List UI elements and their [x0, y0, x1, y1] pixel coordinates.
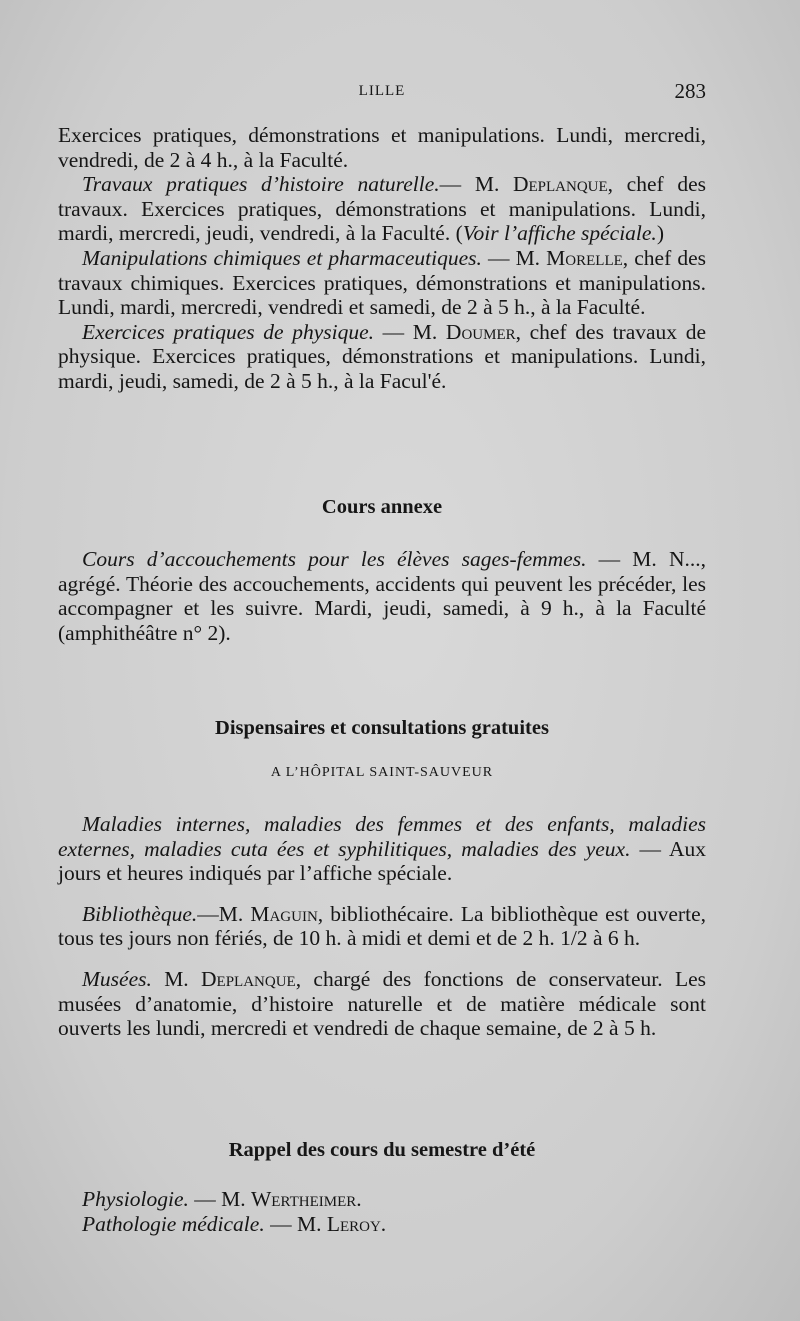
paragraph-museums: Musées. M. Deplanque, chargé des fonctions de conservateur. Les musées d’anatomie, d’histoire naturelle et de matière médicale sont ouverts les lundi, mercredi et vendredi de chaque semaine, de 2 à 5 h.: [58, 966, 706, 1041]
professor-name: Doumer: [445, 319, 516, 344]
section-title: Musées.: [82, 966, 152, 991]
professor-name: Deplanque: [512, 172, 608, 197]
summer-courses-block: [58, 1187, 706, 1236]
course-title: Cours d’accouchements pour les élèves sages-femmes.: [82, 547, 587, 571]
paragraph-library: Bibliothèque.—M. Maguin, bibliothécaire. La bibliothèque est ouverte, tous tes jours non fériés, de 10 h. à midi et demi et de 2 h. 1/2 à 6 h.: [58, 901, 706, 951]
line-medical-pathology: Pathologie médicale. — M. Leroy.: [82, 1211, 387, 1236]
page-number: 283: [674, 79, 706, 103]
line-physiology: Physiologie. — M. Wertheimer.: [82, 1187, 362, 1211]
curator-name: Deplanque: [201, 966, 296, 991]
diseases-list: Maladies internes, maladies des femmes et des enfants, maladies externes, maladies cuta ées et syphilitiques, maladies des yeux.: [58, 812, 706, 861]
course-title: Physiologie.: [82, 1187, 189, 1211]
paragraph-midwifery: Cours d’accouchements pour les élèves sages-femmes. — M. N..., agrégé. Théorie des accouchements, accidents qui peuvent les précéder, les accompagner et les suivre. Mardi, jeudi, samedi, à 9 h., à la Faculté (amphithéâtre n° 2).: [58, 547, 706, 645]
subheading-hospital: A L’HÔPITAL SAINT-SAUVEUR: [270, 765, 494, 780]
paragraph-diseases: Maladies internes, maladies des femmes et des enfants, maladies externes, maladies cuta ées et syphilitiques, maladies des yeux. — Aux jours et heures indiqués par l’affiche spéciale.: [58, 812, 706, 886]
paragraph-chemical-manipulations: Manipulations chimiques et pharmaceutiques. — M. Morelle, chef des travaux chimiques. Exercices pratiques, démonstrations et manipulations. Lundi, mardi, mercredi, vendredi et samedi, de 2 à 5 h., à la Faculté.: [58, 245, 707, 320]
professor-name: Wertheimer: [251, 1187, 357, 1211]
paragraph-physics: Exercices pratiques de physique. — M. Doumer, chef des travaux de physique. Exercices pratiques, démonstrations et manipulations. Lundi, mardi, jeudi, samedi, de 2 à 5 h., à la Facul'é.: [58, 319, 706, 393]
professor-name: Leroy: [326, 1211, 381, 1236]
section-title: Bibliothèque.: [82, 901, 198, 926]
professor-name: Morelle: [546, 245, 623, 270]
practical-exercises-block: [58, 123, 706, 394]
note-text: Voir l’affiche spéciale.: [462, 221, 657, 246]
heading-cours-annexe: Cours annexe: [321, 496, 443, 518]
page-header: [58, 80, 706, 104]
paragraph-natural-history: Travaux pratiques d’histoire naturelle.— M. Deplanque, chef des travaux. Exercices pratiques, démonstrations et manipulations. Lundi, mardi, mercredi, jeudi, vendredi, à la Faculté. (Voir l’affiche spéciale.): [58, 172, 706, 246]
course-title: Manipulations chimiques et pharmaceutiques.: [82, 245, 482, 270]
running-title: LILLE: [358, 83, 406, 99]
course-title: Exercices pratiques de physique.: [82, 319, 374, 344]
course-title: Travaux pratiques d’histoire naturelle.: [82, 172, 440, 197]
librarian-name: Maguin: [250, 901, 318, 926]
dispensaries-block: [58, 812, 706, 1041]
midwifery-course-block: [58, 547, 706, 645]
paragraph-exercises: Exercices pratiques, démonstrations et manipulations. Lundi, mercredi, vendredi, de 2 à 4 h., à la Faculté.: [58, 123, 706, 172]
course-title: Pathologie médicale.: [82, 1211, 265, 1236]
heading-dispensaires: Dispensaires et consultations gratuites: [215, 717, 549, 739]
heading-rappel: Rappel des cours du semestre d’été: [228, 1139, 536, 1161]
